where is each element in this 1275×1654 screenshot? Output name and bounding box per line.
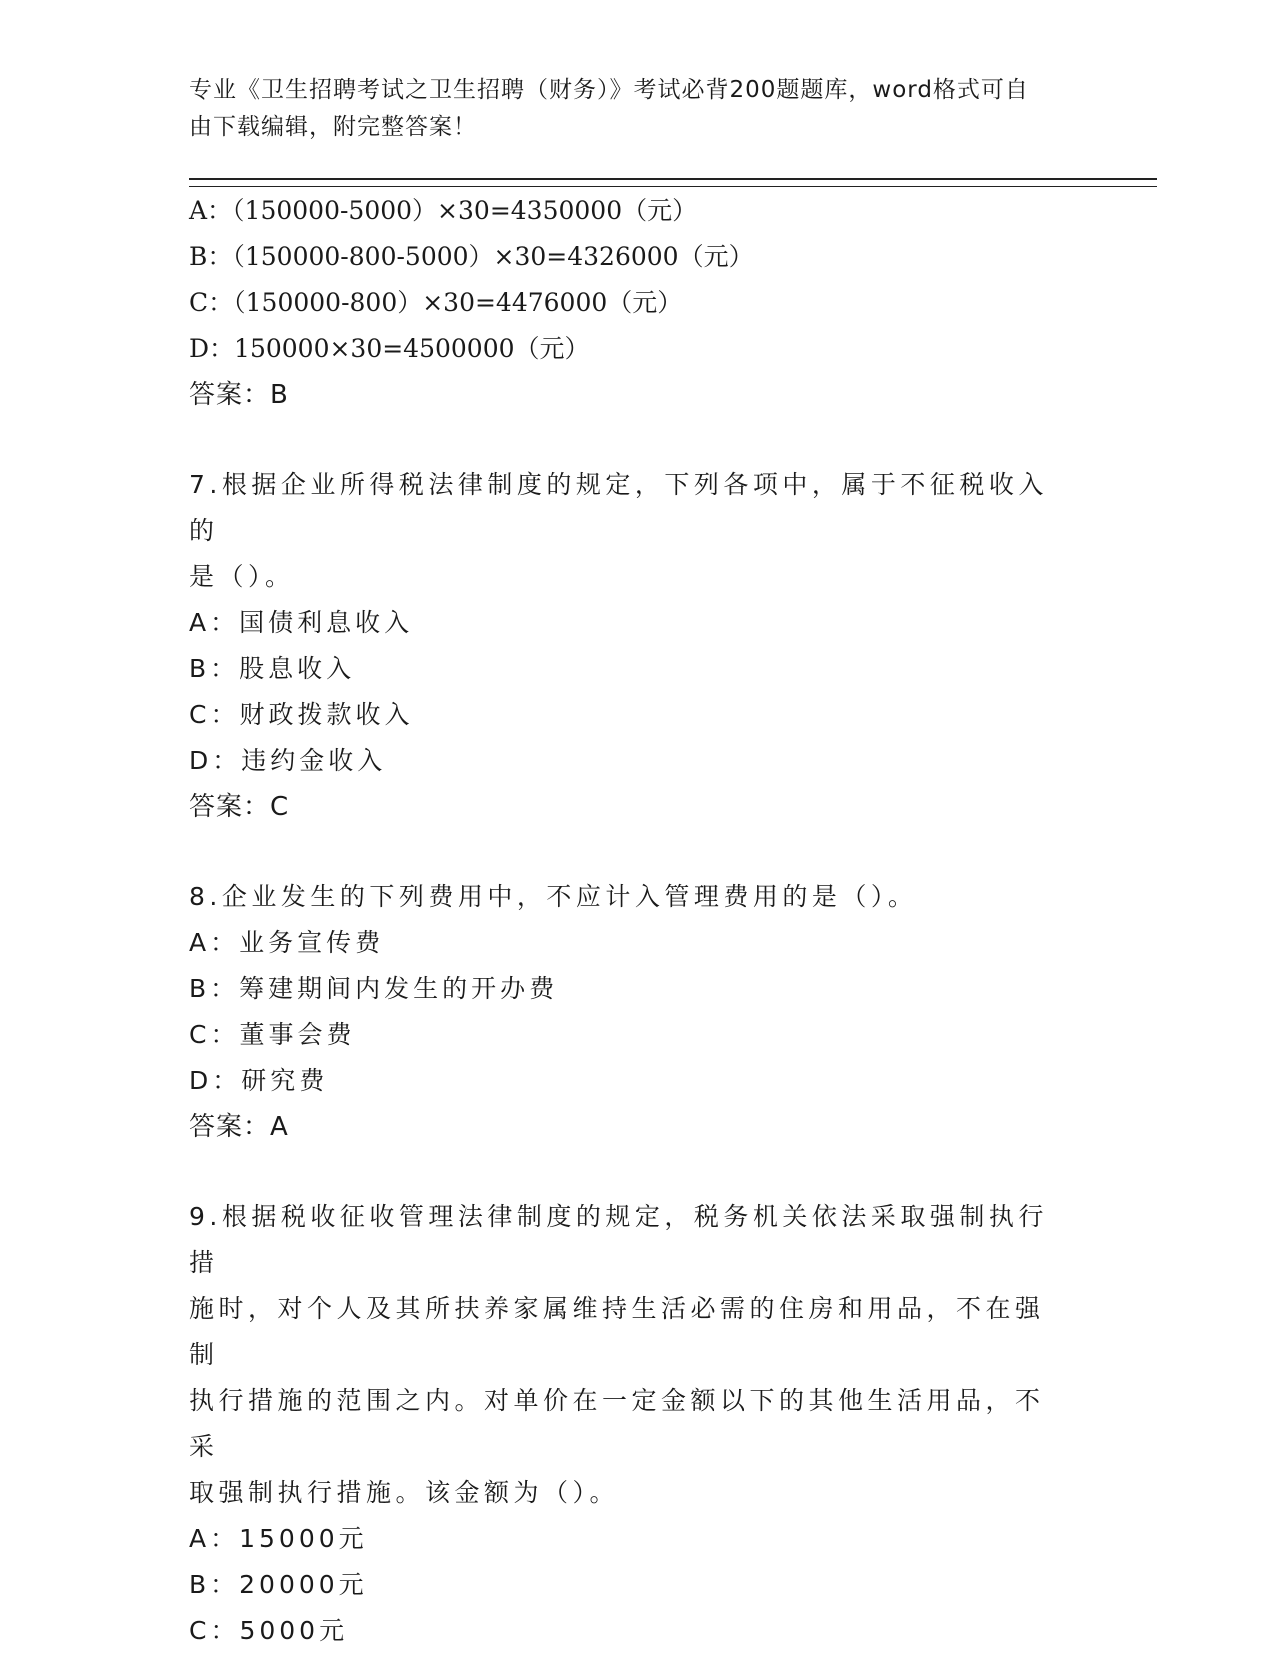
spacer bbox=[189, 830, 1089, 874]
question-6 bbox=[189, 188, 1089, 418]
question-stem-line: 施时，对个人及其所扶养家属维持生活必需的住房和用品，不在强制 bbox=[189, 1294, 1045, 1369]
option-c: C：董事会费 bbox=[189, 1020, 356, 1049]
question-8 bbox=[189, 874, 1089, 1150]
question-7 bbox=[189, 462, 1089, 830]
question-stem-line: 9.根据税收征收管理法律制度的规定，税务机关依法采取强制执行措 bbox=[189, 1202, 1048, 1277]
option-c: C：财政拨款收入 bbox=[189, 700, 414, 729]
spacer bbox=[189, 1150, 1089, 1194]
answer: 答案：B bbox=[189, 380, 289, 410]
question-stem-line: 执行措施的范围之内。对单价在一定金额以下的其他生活用品，不采 bbox=[189, 1386, 1045, 1461]
question-stem-line: 7.根据企业所得税法律制度的规定，下列各项中，属于不征税收入的 bbox=[189, 470, 1048, 545]
option-b: B：20000元 bbox=[189, 1570, 368, 1599]
option-d: D：150000×30=4500000（元） bbox=[189, 334, 590, 363]
document-header bbox=[189, 72, 1069, 146]
option-b: B：筹建期间内发生的开办费 bbox=[189, 974, 559, 1003]
option-a: A：国债利息收入 bbox=[189, 608, 414, 637]
option-a: A：（150000-5000）×30=4350000（元） bbox=[189, 196, 698, 225]
header-divider bbox=[189, 178, 1157, 187]
question-content bbox=[189, 188, 1089, 1654]
option-b: B：（150000-800-5000）×30=4326000（元） bbox=[189, 242, 754, 271]
option-d: D：违约金收入 bbox=[189, 746, 387, 775]
option-c: C：（150000-800）×30=4476000（元） bbox=[189, 288, 683, 317]
option-a: A：业务宣传费 bbox=[189, 928, 385, 957]
answer: 答案：C bbox=[189, 792, 290, 822]
question-stem-line: 8.企业发生的下列费用中，不应计入管理费用的是（）。 bbox=[189, 882, 918, 911]
answer: 答案：A bbox=[189, 1112, 289, 1142]
header-line-1: 专业《卫生招聘考试之卫生招聘（财务）》考试必背200题题库，word格式可自 bbox=[189, 77, 1029, 103]
option-a: A：15000元 bbox=[189, 1524, 368, 1553]
spacer bbox=[189, 418, 1089, 462]
question-stem-line: 是（）。 bbox=[189, 562, 295, 591]
option-c: C：5000元 bbox=[189, 1616, 349, 1645]
header-line-2: 由下载编辑，附完整答案！ bbox=[189, 114, 477, 140]
option-b: B：股息收入 bbox=[189, 654, 356, 683]
question-stem-line: 取强制执行措施。该金额为（）。 bbox=[189, 1478, 620, 1507]
question-9 bbox=[189, 1194, 1089, 1654]
option-d: D：研究费 bbox=[189, 1066, 329, 1095]
